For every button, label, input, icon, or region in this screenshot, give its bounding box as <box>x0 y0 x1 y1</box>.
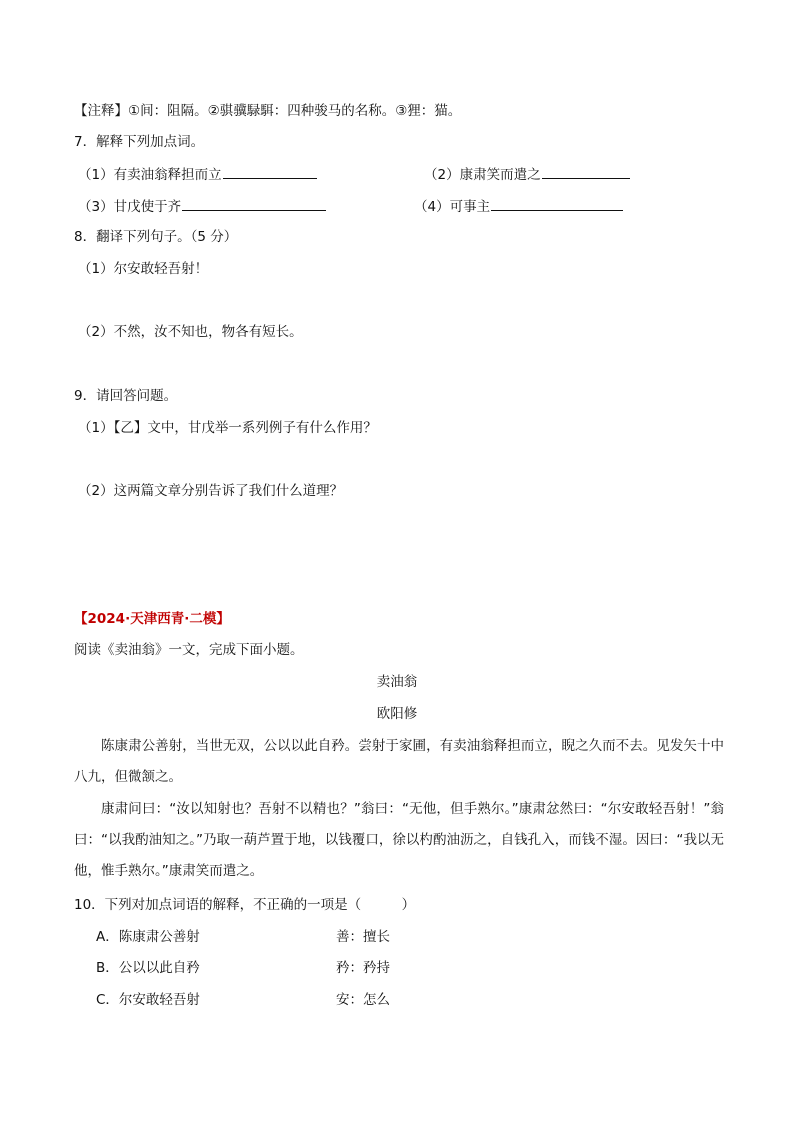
question-10-prompt: 10．下列对加点词语的解释，不正确的一项是（ ） <box>74 897 416 913</box>
source-tag: 【2024·天津西青·二模】 <box>74 611 230 627</box>
question-7-item-2 <box>424 164 630 185</box>
passage-paragraph: 康肃问曰：“汝以知射也？吾射不以精也？”翁曰：“无他，但手熟尔。”康肃忿然曰：“尔安敢轻吾射！”翁曰：“以我酌油知之。”乃取一葫芦置于地，以钱覆口，徐以杓酌油沥之，自钱孔入，而钱不湿。因曰：“我以无他，惟手熟尔。”康肃笑而遣之。 <box>74 801 724 879</box>
passage-author: 欧阳修 <box>376 706 418 722</box>
answer-blank[interactable] <box>223 164 317 179</box>
question-9-item-1: （1）【乙】文中，甘戊举一系列例子有什么作用？ <box>78 420 377 436</box>
annotation-note: 【注释】①间：阻隔。②骐骥騄駬：四种骏马的名称。③狸：猫。 <box>74 103 462 119</box>
reading-instruction: 阅读《卖油翁》一文，完成下面小题。 <box>74 642 304 658</box>
question-7-item-3-text: （3）甘戊使于齐 <box>78 199 182 215</box>
passage-paragraph: 陈康肃公善射，当世无双，公以以此自矜。尝射于家圃，有卖油翁释担而立，睨之久而不去。见发矢十中八九，但微颔之。 <box>74 738 724 785</box>
option-b-label: B．公以以此自矜 <box>96 960 200 976</box>
answer-blank[interactable] <box>542 164 630 179</box>
option-b-gloss: 矜：矜持 <box>336 960 390 976</box>
question-9-item-2: （2）这两篇文章分别告诉了我们什么道理？ <box>78 483 344 499</box>
question-7-item-2-text: （2）康肃笑而遣之 <box>424 167 541 183</box>
answer-blank[interactable] <box>491 196 623 211</box>
option-a-gloss: 善：擅长 <box>336 929 390 945</box>
question-7-item-1-text: （1）有卖油翁释担而立 <box>78 167 222 183</box>
question-7-item-1 <box>78 164 317 185</box>
question-7-item-4-text: （4）可事主 <box>414 199 491 215</box>
passage-title: 卖油翁 <box>376 674 418 690</box>
option-c-gloss: 安：怎么 <box>336 992 390 1008</box>
question-8-prompt: 8．翻译下列句子。（5 分） <box>74 229 238 245</box>
question-7-item-4 <box>414 196 623 217</box>
question-7-item-3 <box>78 196 326 217</box>
option-a-label: A．陈康肃公善射 <box>96 929 200 945</box>
question-7-prompt: 7．解释下列加点词。 <box>74 134 205 150</box>
question-9-prompt: 9．请回答问题。 <box>74 388 178 404</box>
answer-blank[interactable] <box>182 196 326 211</box>
option-c-label: C．尔安敢轻吾射 <box>96 992 200 1008</box>
question-8-item-1: （1）尔安敢轻吾射！ <box>78 261 209 277</box>
question-8-item-2: （2）不然，汝不知也，物各有短长。 <box>78 324 303 340</box>
